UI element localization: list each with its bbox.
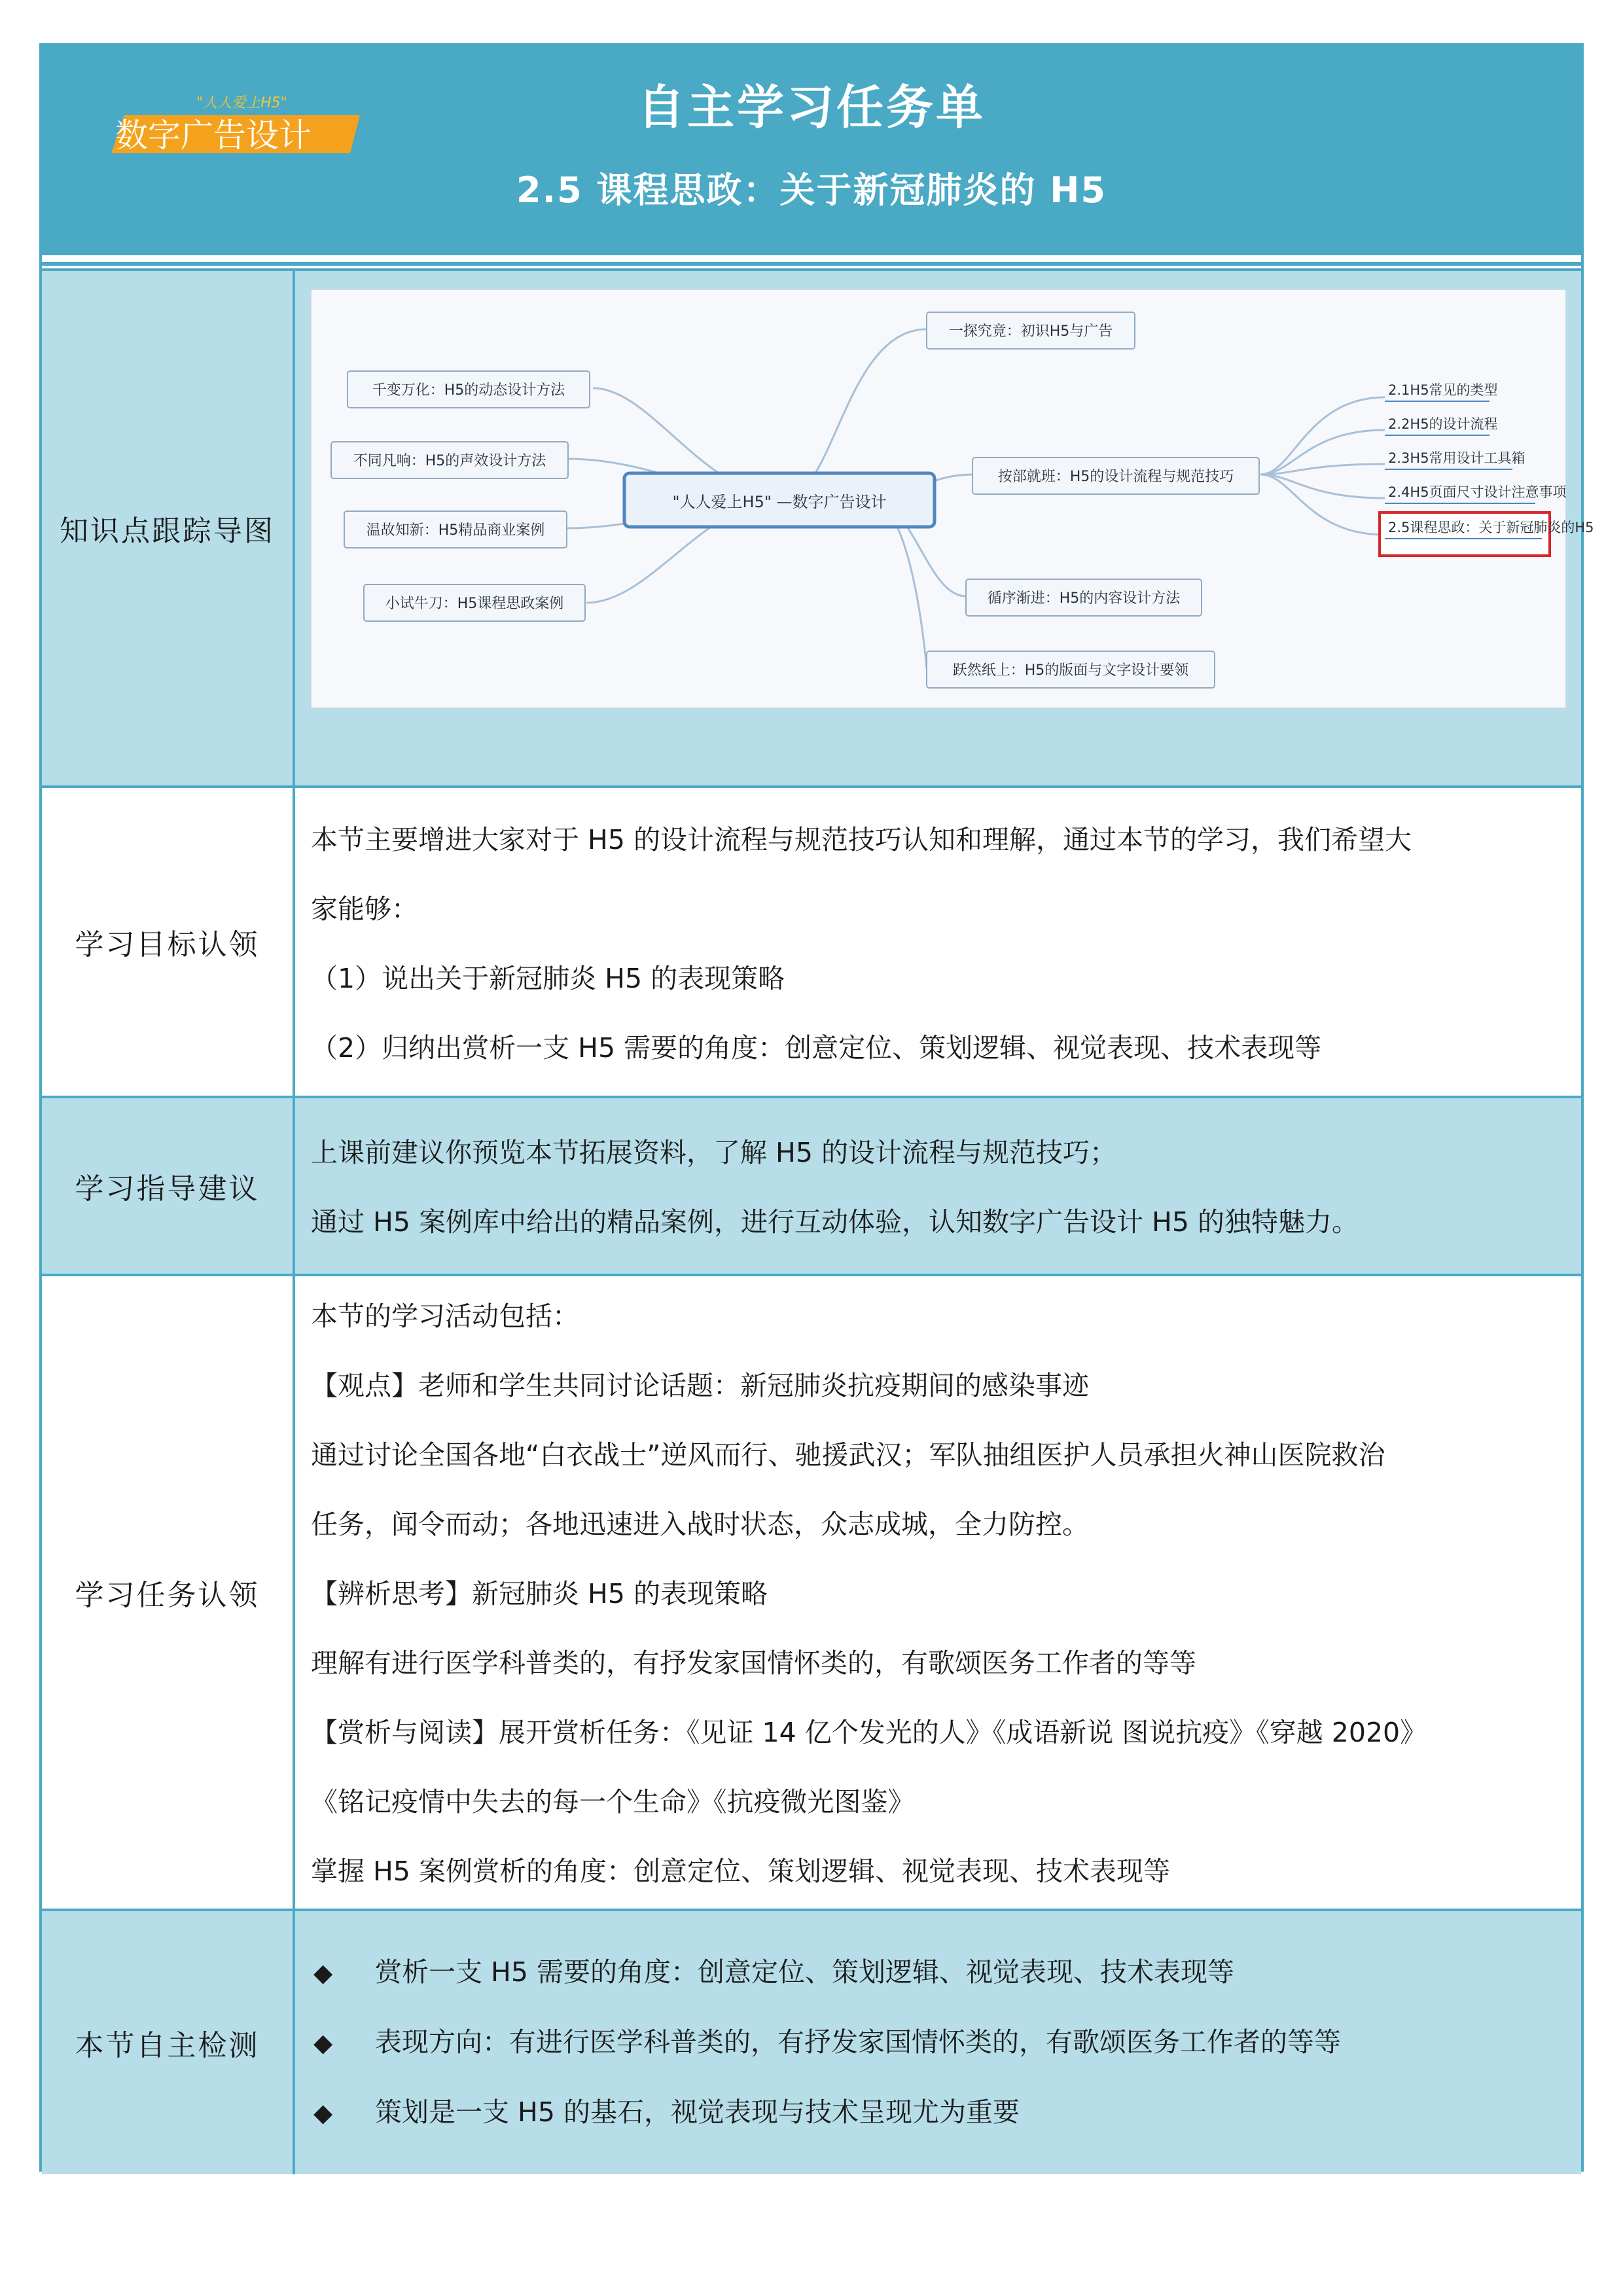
mindmap-sub-label: 2.3H5常用设计工具箱: [1388, 450, 1525, 466]
header-rule: [42, 262, 1581, 266]
goal-line: （2）归纳出赏析一支 H5 需要的角度：创意定位、策划逻辑、视觉表现、技术表现等: [311, 1032, 1322, 1064]
guidance-line: 通过 H5 案例库中给出的精品案例，进行互动体验，认知数字广告设计 H5 的独特魅力。: [311, 1206, 1359, 1238]
mindmap-sub-label: 2.5课程思政：关于新冠肺炎的H5: [1388, 520, 1594, 535]
mindmap-left-label: 温故知新：H5精品商业案例: [366, 522, 545, 539]
mindmap-sub-label: 2.1H5常见的类型: [1388, 382, 1498, 398]
row-label: 学习指导建议: [42, 1098, 295, 1274]
row-content: [295, 1098, 1581, 1274]
mindmap-left-label: 小试牛刀：H5课程思政案例: [385, 596, 564, 612]
mindmap-right-label: 按部就班：H5的设计流程与规范技巧: [997, 469, 1234, 485]
task-line: 本节的学习活动包括：: [311, 1300, 579, 1332]
task-line: 掌握 H5 案例赏析的角度：创意定位、策划逻辑、视觉表现、技术表现等: [311, 1856, 1170, 1887]
task-line: 任务，闻令而动；各地迅速进入战时状态，众志成城，全力防控。: [311, 1509, 1089, 1540]
mindmap-sub-label: 2.4H5页面尺寸设计注意事项: [1388, 484, 1567, 500]
mindmap-right-label: 一探究竟：初识H5与广告: [948, 323, 1113, 340]
mindmap-sub-label: 2.2H5的设计流程: [1388, 416, 1498, 432]
goal-line: 本节主要增进大家对于 H5 的设计流程与规范技巧认知和理解，通过本节的学习，我们希望大: [311, 824, 1412, 855]
mindmap-right-label: 循序渐进：H5的内容设计方法: [987, 590, 1181, 607]
goal-line: （1）说出关于新冠肺炎 H5 的表现策略: [311, 963, 785, 994]
row-guidance: [42, 1096, 1581, 1274]
row-label: 学习任务认领: [42, 1276, 295, 1909]
page-subtitle: 2.5 课程思政：关于新冠肺炎的 H5: [516, 170, 1107, 211]
row-label: 本节自主检测: [42, 1911, 295, 2174]
svg-text:"人人爱上H5": "人人爱上H5": [196, 95, 287, 111]
mindmap-right-label: 跃然纸上：H5的版面与文字设计要领: [952, 662, 1189, 679]
task-line: 理解有进行医学科普类的，有抒发家国情怀类的，有歌颂医务工作者的等等: [311, 1647, 1196, 1679]
check-item: ◆ 赏析一支 H5 需要的角度：创意定位、策划逻辑、视觉表现、技术表现等: [295, 1937, 1581, 2007]
task-line: 通过讨论全国各地“白衣战士”逆风而行、驰援武汉；军队抽组医护人员承担火神山医院救治: [311, 1439, 1385, 1471]
page-title: 自主学习任务单: [637, 80, 986, 135]
row-content: [295, 1911, 1581, 2174]
row-label: 知识点跟踪导图: [42, 271, 295, 785]
task-sheet: [39, 43, 1594, 2172]
mindmap-left-label: 不同凡响：H5的声效设计方法: [353, 453, 546, 469]
task-line: 【辨析思考】新冠肺炎 H5 的表现策略: [311, 1578, 768, 1609]
row-tasks: [42, 1274, 1581, 1909]
diamond-bullet-icon: ◆: [313, 2098, 333, 2127]
row-mindmap: [42, 268, 1594, 785]
row-check: [42, 1909, 1581, 2174]
diamond-bullet-icon: ◆: [313, 1958, 333, 1987]
mind-map: [311, 289, 1594, 708]
row-content: [295, 788, 1581, 1096]
svg-text:数字广告设计: 数字广告设计: [115, 117, 312, 154]
diamond-bullet-icon: ◆: [313, 2028, 333, 2057]
row-content: [295, 1276, 1581, 1909]
goal-line: 家能够：: [311, 893, 418, 925]
row-content: [295, 271, 1594, 785]
row-label: 学习目标认领: [42, 788, 295, 1096]
mindmap-center-label: "人人爱上H5" —数字广告设计: [672, 493, 887, 511]
task-line: 【赏析与阅读】展开赏析任务：《见证 14 亿个发光的人》《成语新说 图说抗疫》《穿越 2020》: [311, 1717, 1427, 1748]
mindmap-left-label: 千变万化：H5的动态设计方法: [372, 382, 565, 399]
check-item: ◆ 表现方向：有进行医学科普类的，有抒发家国情怀类的，有歌颂医务工作者的等等: [295, 2007, 1581, 2077]
check-item: ◆ 策划是一支 H5 的基石，视觉表现与技术呈现尤为重要: [295, 2077, 1581, 2147]
task-line: 【观点】老师和学生共同讨论话题：新冠肺炎抗疫期间的感染事迹: [311, 1370, 1089, 1401]
guidance-line: 上课前建议你预览本节拓展资料，了解 H5 的设计流程与规范技巧；: [311, 1137, 1116, 1168]
task-line: 《铭记疫情中失去的每一个生命》《抗疫微光图鉴》: [311, 1786, 915, 1818]
header: [42, 46, 1581, 262]
row-goals: [42, 785, 1581, 1096]
